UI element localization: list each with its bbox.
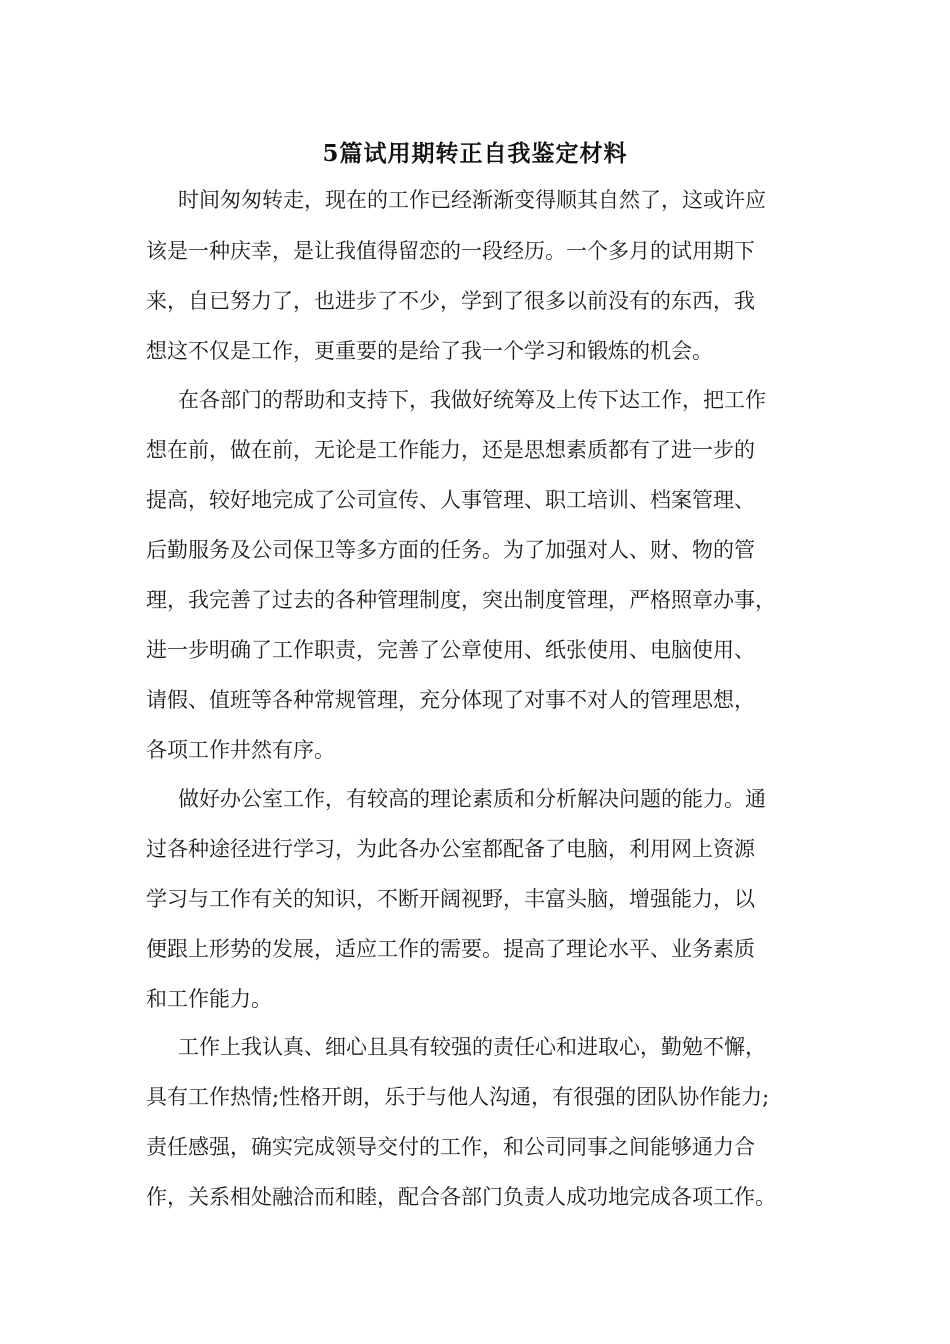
paragraph-line: 责任感强，确实完成领导交付的工作，和公司同事之间能够通力合 [146,1135,755,1159]
document-title: 5篇试用期转正自我鉴定材料 [322,140,628,167]
paragraph-line: 想在前，做在前，无论是工作能力，还是思想素质都有了进一步的 [146,438,755,462]
paragraph-line: 和工作能力。 [146,987,272,1011]
paragraph-line: 进一步明确了工作职责，完善了公章使用、纸张使用、电脑使用、 [146,638,755,662]
paragraph-line: 来，自已努力了，也进步了不少，学到了很多以前没有的东西，我 [146,289,755,313]
paragraph-line: 作，关系相处融洽而和睦，配合各部门负责人成功地完成各项工作。 [146,1185,776,1209]
paragraph-line: 时间匆匆转走，现在的工作已经渐渐变得顺其自然了，这或许应 [178,188,766,212]
paragraph-line: 过各种途径进行学习，为此各办公室都配备了电脑，利用网上资源 [146,837,755,861]
paragraph-line: 做好办公室工作，有较高的理论素质和分析解决问题的能力。通 [178,787,766,811]
paragraph-line: 各项工作井然有序。 [146,738,335,762]
paragraph-line: 理，我完善了过去的各种管理制度，突出制度管理，严格照章办事， [146,588,776,612]
paragraph-line: 提高，较好地完成了公司宣传、人事管理、职工培训、档案管理、 [146,488,755,512]
paragraph-line: 想这不仅是工作，更重要的是给了我一个学习和锻炼的机会。 [146,339,713,363]
paragraph-line: 学习与工作有关的知识，不断开阔视野，丰富头脑，增强能力，以 [146,887,755,911]
paragraph-line: 该是一种庆幸，是让我值得留恋的一段经历。一个多月的试用期下 [146,239,755,263]
paragraph-line: 便跟上形势的发展，适应工作的需要。提高了理论水平、业务素质 [146,937,755,961]
paragraph-line: 后勤服务及公司保卫等多方面的任务。为了加强对人、财、物的管 [146,538,755,562]
paragraph-line: 在各部门的帮助和支持下，我做好统筹及上传下达工作，把工作 [178,388,766,412]
paragraph-line: 工作上我认真、细心且具有较强的责任心和进取心，勤勉不懈， [178,1035,766,1059]
paragraph-line: 请假、值班等各种常规管理，充分体现了对事不对人的管理思想， [146,688,755,712]
paragraph-line: 具有工作热情;性格开朗，乐于与他人沟通，有很强的团队协作能力; [146,1085,770,1109]
